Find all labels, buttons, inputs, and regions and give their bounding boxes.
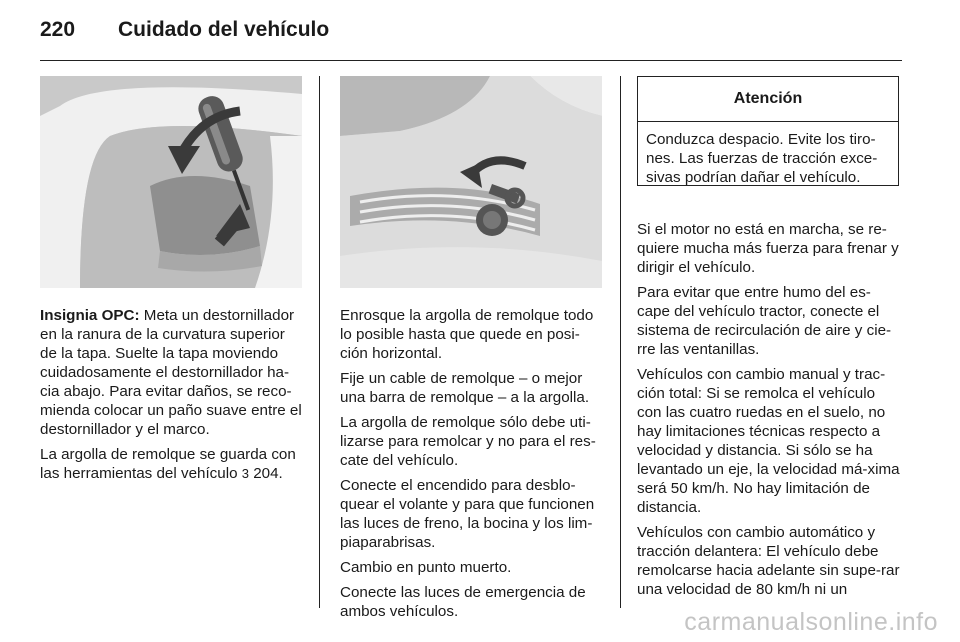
figure-towing-eye — [340, 76, 602, 288]
watermark: carmanualsonline.info — [684, 608, 938, 636]
column-divider-left — [319, 76, 320, 608]
column-divider-right — [620, 76, 621, 608]
paragraph-opc — [40, 306, 302, 439]
column-1 — [40, 306, 302, 489]
column-2 — [340, 306, 602, 627]
paragraph-storage — [40, 445, 302, 483]
figure-screwdriver-cover — [40, 76, 302, 288]
paragraph: La argolla de remolque sólo debe uti-lizarse para remolcar y no para el res-cate del vehículo. — [340, 414, 596, 469]
chapter-title: Cuidado del vehículo — [118, 18, 330, 41]
paragraph: Vehículos con cambio manual y trac-ción total: Si se remolca el vehículo con las cuatro ruedas en el suelo, no hay limitaciones técnicas respecto a velocidad y distancia. Si sólo se ha levantado un eje, la velocidad má-xima será 50 km/h. No hay limitación de distancia. — [637, 366, 900, 516]
attention-title: Atención — [638, 77, 898, 122]
column-3 — [637, 220, 901, 605]
paragraph: Fije un cable de remolque – o mejor una barra de remolque – a la argolla. — [340, 370, 590, 406]
page-reference-icon: 3 — [241, 466, 249, 481]
paragraph: Si el motor no está en marcha, se re-quiere mucha más fuerza para frenar y dirigir el vehículo. — [637, 221, 899, 276]
page-header — [40, 18, 920, 48]
paragraph-lead: Insignia OPC: — [40, 307, 140, 324]
attention-box — [637, 76, 899, 186]
paragraph: Conecte el encendido para desblo-quear el volante y para que funcionen las luces de freno, la bocina y los lim-piaparabrisas. — [340, 477, 595, 551]
paragraph: Conecte las luces de emergencia de ambos vehículos. — [340, 584, 586, 620]
paragraph: Para evitar que entre humo del es-cape del vehículo tractor, conecte el sistema de recirculación de aire y cie-rre las ventanillas. — [637, 284, 892, 358]
paragraph-text: Meta un destornillador en la ranura de la curvatura superior de la tapa. Suelte la tapa moviendo cuidadosamente el destornillador ha-cia abajo. Para evitar daños, se reco-mienda colocar un paño suave entre el destornillador y el marco. — [40, 307, 302, 438]
paragraph: Cambio en punto muerto. — [340, 559, 512, 576]
paragraph: Enrosque la argolla de remolque todo lo posible hasta que quede en posi-ción horizontal. — [340, 307, 594, 362]
header-rule — [40, 60, 902, 61]
page-number: 220 — [40, 18, 76, 41]
attention-text: Conduzca despacio. Evite los tiro-nes. Las fuerzas de tracción exce-sivas podrían dañar el vehículo. — [646, 131, 878, 186]
paragraph: Vehículos con cambio automático y tracción delantera: El vehículo debe remolcarse hacia adelante sin supe-rar una velocidad de 80 km/h ni un — [637, 524, 900, 598]
page-reference: 204. — [249, 465, 283, 482]
paragraph-text: La argolla de remolque se guarda con las herramientas del vehículo — [40, 446, 296, 482]
